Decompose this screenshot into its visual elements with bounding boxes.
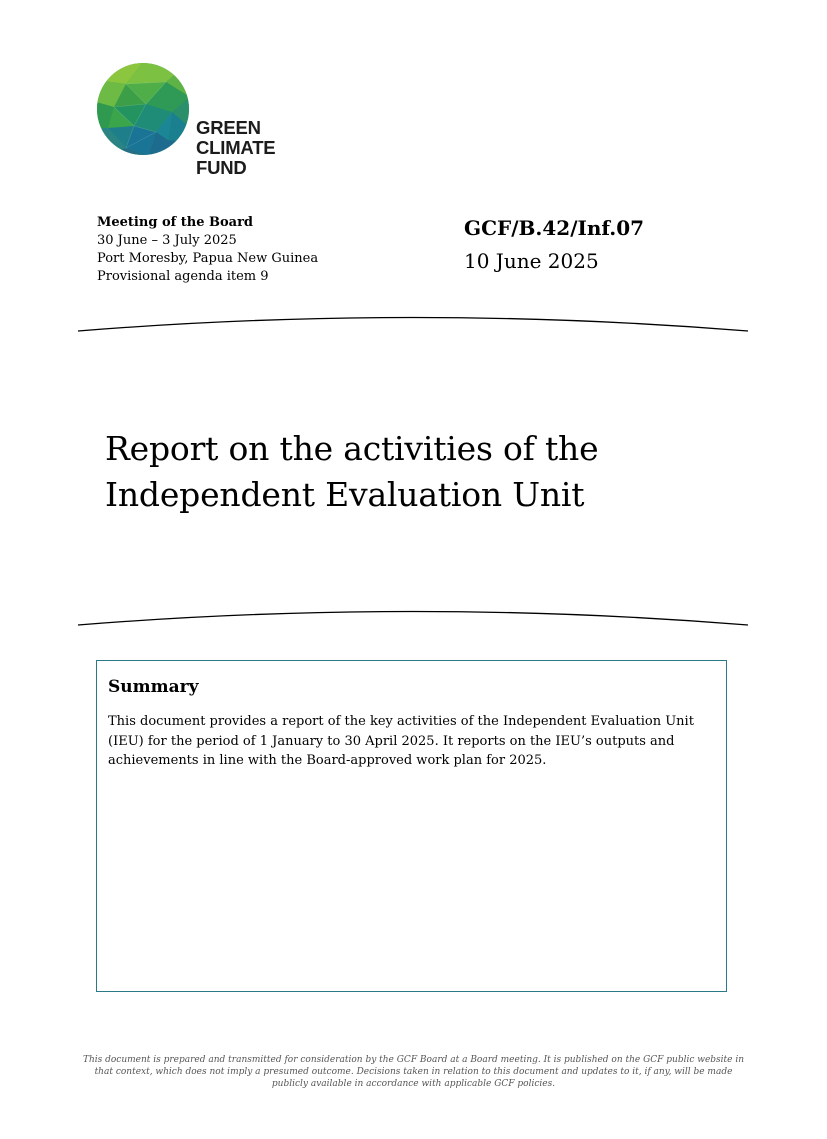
meeting-info	[97, 214, 318, 286]
footer-disclaimer: This document is prepared and transmitted for consideration by the GCF Board at a Board meeting. It is published on the GCF public website in that context, which does not imply a presumed outcome. Decisions taken in relation to this document and updates to it, if any, will be made publicly available in accordance with applicable GCF policies.	[82, 1055, 745, 1089]
wordmark-line-green: GREEN	[196, 117, 261, 138]
meeting-location: Port Moresby, Papua New Guinea	[97, 251, 319, 266]
bottom-curve-divider	[78, 610, 748, 634]
title-line-2: Independent Evaluation Unit	[105, 475, 585, 514]
title-line-1: Report on the activities of the	[105, 429, 599, 468]
document-date: 10 June 2025	[464, 249, 599, 273]
document-title	[105, 426, 598, 518]
gcf-wordmark	[196, 118, 275, 178]
document-reference	[464, 214, 644, 276]
wordmark-line-climate: CLIMATE	[196, 137, 276, 158]
summary-body: This document provides a report of the key activities of the Independent Evaluation Unit (IEU) for the period of 1 January to 30 April 2025. It reports on the IEU’s outputs and achievements in line with the Board-approved work plan for 2025.	[108, 714, 694, 768]
top-curve-divider	[78, 316, 748, 340]
wordmark-line-fund: FUND	[196, 157, 247, 178]
meeting-title: Meeting of the Board	[97, 215, 254, 230]
summary-box	[96, 660, 727, 992]
meeting-agenda: Provisional agenda item 9	[97, 269, 269, 284]
document-code: GCF/B.42/Inf.07	[464, 216, 645, 240]
gcf-globe-logo-icon	[96, 62, 190, 156]
summary-heading: Summary	[108, 677, 199, 697]
meeting-dates: 30 June – 3 July 2025	[97, 233, 237, 248]
